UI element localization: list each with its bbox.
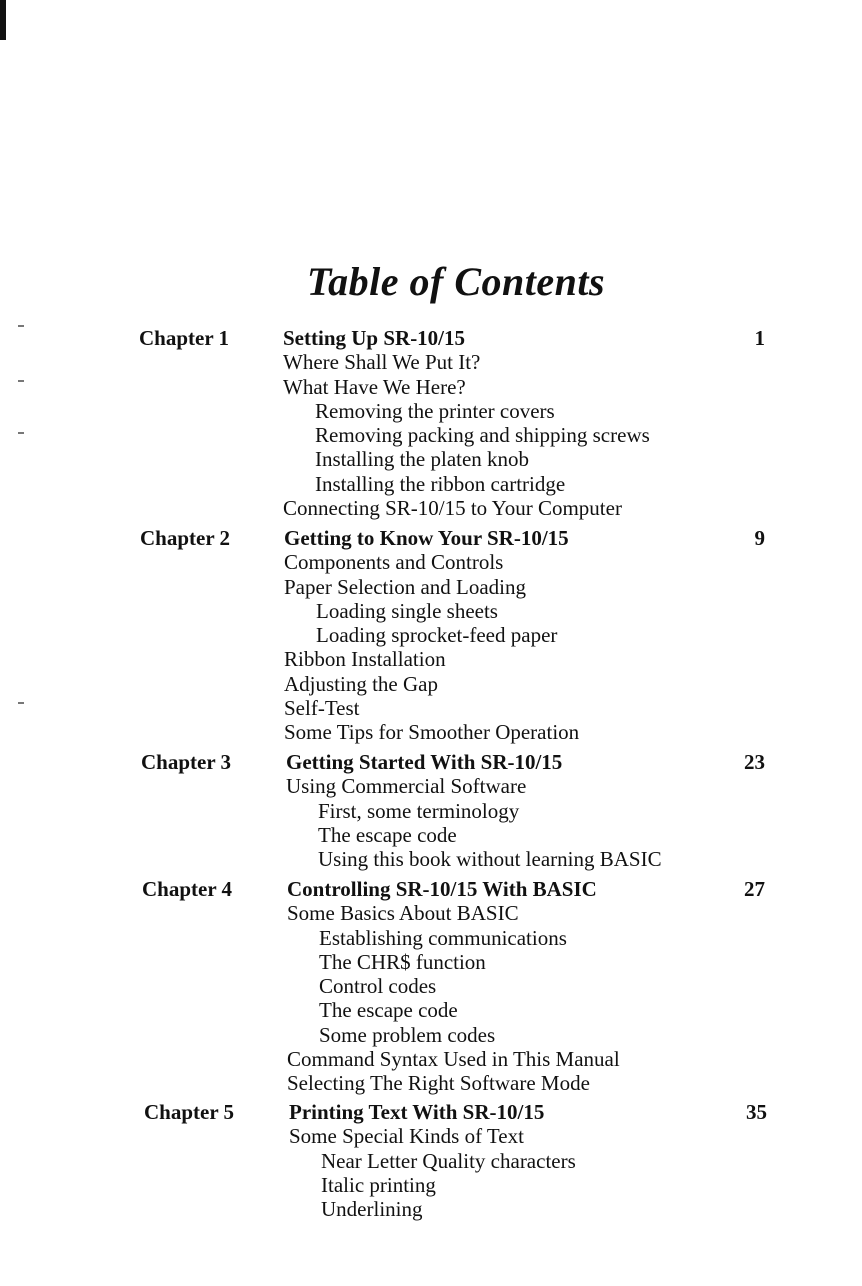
toc-entry: Selecting The Right Software Mode xyxy=(287,1071,590,1096)
chapter-heading: Setting Up SR-10/15 xyxy=(283,326,466,350)
chapter-page-number: 23 xyxy=(744,750,765,774)
chapter-heading: Getting to Know Your SR-10/15 xyxy=(284,526,569,550)
toc-subentry: The escape code xyxy=(319,998,458,1023)
toc-entry: Some Basics About BASIC xyxy=(287,901,519,926)
toc-subentry: Italic printing xyxy=(321,1172,436,1197)
chapter-label: Chapter 3 xyxy=(141,750,232,774)
scan-speck xyxy=(18,325,24,327)
toc-subentry: The escape code xyxy=(318,822,457,847)
toc-subentry: Removing packing and shipping screws xyxy=(315,423,650,448)
scan-speck xyxy=(18,702,24,704)
toc-entry: Components and Controls xyxy=(284,550,504,575)
toc-subentry: Establishing communications xyxy=(319,925,567,950)
toc-subentry: Near Letter Quality characters xyxy=(321,1148,576,1173)
toc-subentry: Removing the printer covers xyxy=(315,398,555,423)
toc-subentry: First, some terminology xyxy=(318,798,520,823)
toc-entry: Connecting SR-10/15 to Your Computer xyxy=(283,496,622,521)
scan-speck xyxy=(18,432,24,434)
chapter-entries xyxy=(287,877,620,1096)
page-title: Table of Contents xyxy=(306,259,606,304)
chapter-entries xyxy=(284,526,579,745)
toc-entry: Using Commercial Software xyxy=(286,774,527,799)
chapter-label: Chapter 2 xyxy=(140,526,231,550)
chapter-heading: Getting Started With SR-10/15 xyxy=(286,750,563,774)
toc-subentry: Loading sprocket-feed paper xyxy=(316,623,558,648)
chapter-page-number: 35 xyxy=(746,1100,767,1124)
toc-subentry: Loading single sheets xyxy=(316,598,498,623)
toc-entry: Ribbon Installation xyxy=(284,647,446,672)
chapter-entries xyxy=(283,326,650,520)
chapter-label: Chapter 5 xyxy=(144,1100,235,1124)
toc-subentry: Control codes xyxy=(319,974,437,999)
chapter-heading: Controlling SR-10/15 With BASIC xyxy=(287,877,597,901)
toc-subentry: The CHR$ function xyxy=(319,949,486,974)
toc-entry: Command Syntax Used in This Manual xyxy=(287,1047,620,1072)
toc-subentry: Installing the platen knob xyxy=(315,447,530,472)
chapter-label: Chapter 4 xyxy=(142,877,233,901)
toc-entry: Paper Selection and Loading xyxy=(284,574,527,599)
chapter-heading: Printing Text With SR-10/15 xyxy=(289,1100,545,1124)
chapter-page-number: 1 xyxy=(754,326,765,350)
toc-entry: Adjusting the Gap xyxy=(284,671,438,696)
chapter-label: Chapter 1 xyxy=(139,326,230,350)
chapter-entries xyxy=(286,750,662,871)
toc-entry: Some Special Kinds of Text xyxy=(289,1124,524,1149)
toc-subentry: Installing the ribbon cartridge xyxy=(315,471,566,496)
toc-entry: Some Tips for Smoother Operation xyxy=(284,720,580,745)
toc-entry: Where Shall We Put It? xyxy=(283,350,481,375)
scan-speck xyxy=(18,380,24,382)
chapter-page-number: 27 xyxy=(744,877,765,901)
chapter-page-number: 9 xyxy=(754,526,765,550)
toc-entry: What Have We Here? xyxy=(283,374,466,399)
toc-subentry: Some problem codes xyxy=(319,1022,496,1047)
toc-subentry: Underlining xyxy=(321,1197,423,1222)
toc-entry: Self-Test xyxy=(284,696,360,721)
scan-edge-mark xyxy=(0,0,6,40)
chapter-entries xyxy=(289,1100,576,1221)
toc-subentry: Using this book without learning BASIC xyxy=(318,847,662,872)
